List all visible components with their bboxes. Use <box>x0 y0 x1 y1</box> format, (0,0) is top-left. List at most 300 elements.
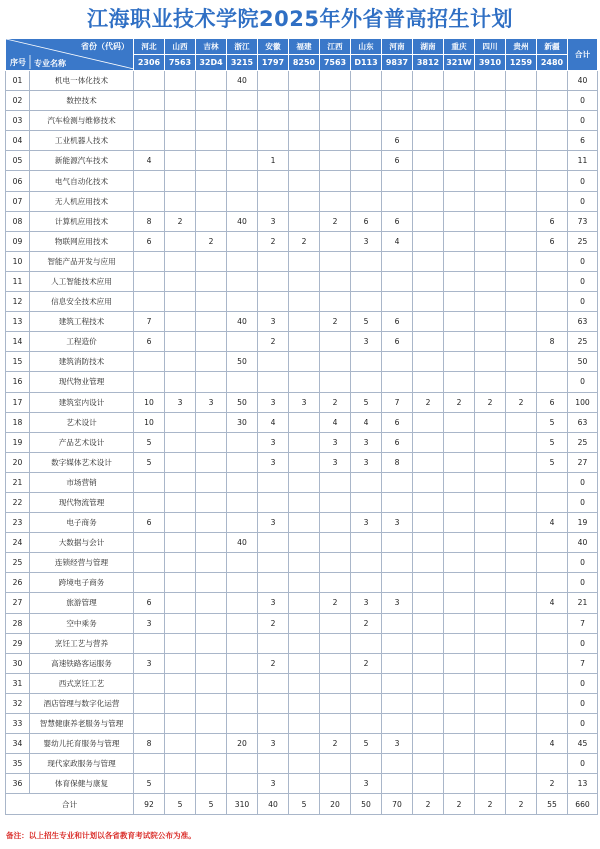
quota-cell <box>351 71 382 91</box>
quota-cell: 3 <box>351 593 382 613</box>
quota-cell <box>320 693 351 713</box>
quota-cell <box>289 553 320 573</box>
major-name: 体育保健与康复 <box>30 774 134 794</box>
table-row <box>6 492 598 512</box>
quota-cell <box>506 633 537 653</box>
quota-cell <box>537 633 568 653</box>
quota-cell <box>413 292 444 312</box>
quota-cell <box>320 71 351 91</box>
quota-cell <box>196 191 227 211</box>
quota-cell <box>351 171 382 191</box>
quota-cell <box>165 653 196 673</box>
quota-cell: 5 <box>134 452 165 472</box>
quota-cell <box>382 352 413 372</box>
quota-cell: 6 <box>382 151 413 171</box>
quota-cell <box>413 734 444 754</box>
quota-cell <box>227 171 258 191</box>
province-name: 湖南 <box>413 39 444 55</box>
quota-cell <box>165 452 196 472</box>
quota-cell <box>196 151 227 171</box>
quota-cell <box>382 633 413 653</box>
quota-cell <box>320 372 351 392</box>
province-total: 20 <box>320 794 351 815</box>
quota-cell <box>196 432 227 452</box>
quota-cell <box>134 714 165 734</box>
major-name: 烹饪工艺与营养 <box>30 633 134 653</box>
quota-cell <box>506 332 537 352</box>
quota-cell <box>382 292 413 312</box>
quota-cell <box>227 231 258 251</box>
enrollment-plan-table <box>5 38 598 815</box>
quota-cell <box>506 271 537 291</box>
quota-cell: 4 <box>537 734 568 754</box>
row-number: 29 <box>6 633 30 653</box>
major-name: 数字媒体艺术设计 <box>30 452 134 472</box>
quota-cell <box>444 191 475 211</box>
quota-cell <box>289 91 320 111</box>
quota-cell: 6 <box>382 332 413 352</box>
row-number: 17 <box>6 392 30 412</box>
quota-cell: 4 <box>320 412 351 432</box>
quota-cell <box>475 492 506 512</box>
quota-cell <box>227 372 258 392</box>
row-number: 32 <box>6 693 30 713</box>
quota-cell: 50 <box>227 392 258 412</box>
province-total: 92 <box>134 794 165 815</box>
quota-cell <box>506 71 537 91</box>
table-row <box>6 693 598 713</box>
quota-cell <box>165 593 196 613</box>
province-name: 贵州 <box>506 39 537 55</box>
quota-cell <box>165 312 196 332</box>
quota-cell <box>475 312 506 332</box>
quota-cell <box>413 372 444 392</box>
quota-cell <box>258 472 289 492</box>
quota-cell <box>444 171 475 191</box>
quota-cell <box>382 653 413 673</box>
major-name: 智慧健康养老服务与管理 <box>30 714 134 734</box>
province-total: 5 <box>196 794 227 815</box>
province-total: 50 <box>351 794 382 815</box>
quota-cell <box>289 533 320 553</box>
table-row <box>6 734 598 754</box>
quota-cell <box>444 211 475 231</box>
quota-cell <box>258 251 289 271</box>
quota-cell <box>134 91 165 111</box>
quota-cell <box>413 352 444 372</box>
row-total: 0 <box>568 271 598 291</box>
quota-cell: 3 <box>258 452 289 472</box>
major-name: 电气自动化技术 <box>30 171 134 191</box>
row-number: 31 <box>6 673 30 693</box>
quota-cell: 8 <box>134 734 165 754</box>
quota-cell <box>165 472 196 492</box>
province-code: D113 <box>351 55 382 71</box>
quota-cell <box>506 472 537 492</box>
quota-cell <box>258 492 289 512</box>
quota-cell <box>382 533 413 553</box>
quota-cell <box>413 332 444 352</box>
quota-cell <box>351 472 382 492</box>
row-total: 0 <box>568 372 598 392</box>
quota-cell <box>196 573 227 593</box>
quota-cell: 5 <box>134 774 165 794</box>
quota-cell <box>382 251 413 271</box>
quota-cell: 3 <box>258 432 289 452</box>
major-name: 工业机器人技术 <box>30 131 134 151</box>
quota-cell <box>165 553 196 573</box>
quota-cell <box>382 271 413 291</box>
quota-cell <box>413 191 444 211</box>
quota-cell <box>444 774 475 794</box>
quota-cell <box>475 573 506 593</box>
table-row <box>6 573 598 593</box>
quota-cell: 8 <box>537 332 568 352</box>
quota-cell: 3 <box>258 774 289 794</box>
row-total: 0 <box>568 673 598 693</box>
row-total: 21 <box>568 593 598 613</box>
quota-cell <box>289 452 320 472</box>
quota-cell <box>413 714 444 734</box>
total-column-header: 合计 <box>568 39 598 71</box>
quota-cell <box>165 693 196 713</box>
quota-cell <box>444 352 475 372</box>
quota-cell <box>227 553 258 573</box>
row-number: 13 <box>6 312 30 332</box>
quota-cell <box>165 171 196 191</box>
quota-cell <box>351 251 382 271</box>
quota-cell <box>475 131 506 151</box>
quota-cell <box>196 332 227 352</box>
province-code: 9837 <box>382 55 413 71</box>
quota-cell <box>444 71 475 91</box>
row-total: 40 <box>568 71 598 91</box>
quota-cell <box>413 452 444 472</box>
quota-cell <box>382 673 413 693</box>
quota-cell <box>227 111 258 131</box>
quota-cell <box>537 472 568 492</box>
quota-cell: 20 <box>227 734 258 754</box>
quota-cell <box>444 593 475 613</box>
quota-cell <box>196 513 227 533</box>
quota-cell: 40 <box>227 533 258 553</box>
quota-cell <box>165 111 196 131</box>
quota-cell <box>413 211 444 231</box>
quota-cell: 6 <box>537 231 568 251</box>
major-name: 产品艺术设计 <box>30 432 134 452</box>
quota-cell <box>165 432 196 452</box>
quota-cell <box>227 251 258 271</box>
major-name: 数控技术 <box>30 91 134 111</box>
quota-cell: 3 <box>258 392 289 412</box>
province-name: 山东 <box>351 39 382 55</box>
quota-cell: 2 <box>475 392 506 412</box>
quota-cell <box>165 673 196 693</box>
row-total: 25 <box>568 332 598 352</box>
table-header <box>6 39 598 71</box>
major-name: 现代家政服务与管理 <box>30 754 134 774</box>
quota-cell <box>444 573 475 593</box>
quota-cell <box>227 693 258 713</box>
quota-cell <box>537 191 568 211</box>
quota-cell <box>475 372 506 392</box>
quota-cell: 30 <box>227 412 258 432</box>
quota-cell <box>134 131 165 151</box>
province-total: 2 <box>475 794 506 815</box>
quota-cell <box>413 553 444 573</box>
page-title: 江海职业技术学院2025年外省普高招生计划 <box>87 7 513 31</box>
row-number: 14 <box>6 332 30 352</box>
quota-cell: 2 <box>351 613 382 633</box>
quota-cell: 2 <box>258 231 289 251</box>
quota-cell <box>475 693 506 713</box>
row-total: 7 <box>568 653 598 673</box>
quota-cell <box>382 754 413 774</box>
quota-cell: 40 <box>227 312 258 332</box>
quota-cell <box>475 332 506 352</box>
quota-cell <box>475 231 506 251</box>
row-number: 03 <box>6 111 30 131</box>
quota-cell <box>537 533 568 553</box>
quota-cell <box>351 111 382 131</box>
quota-cell <box>289 714 320 734</box>
quota-cell <box>227 593 258 613</box>
quota-cell <box>444 633 475 653</box>
quota-cell: 2 <box>258 653 289 673</box>
quota-cell <box>165 492 196 512</box>
quota-cell <box>134 573 165 593</box>
major-name: 新能源汽车技术 <box>30 151 134 171</box>
table-row <box>6 292 598 312</box>
quota-cell <box>196 211 227 231</box>
major-name: 智能产品开发与应用 <box>30 251 134 271</box>
quota-cell: 5 <box>134 432 165 452</box>
quota-cell <box>506 312 537 332</box>
table-row <box>6 513 598 533</box>
quota-cell: 8 <box>382 452 413 472</box>
quota-cell <box>258 171 289 191</box>
quota-cell <box>382 191 413 211</box>
quota-cell <box>506 593 537 613</box>
row-total: 6 <box>568 131 598 151</box>
quota-cell <box>165 71 196 91</box>
quota-cell <box>196 653 227 673</box>
quota-cell <box>475 111 506 131</box>
row-total: 0 <box>568 573 598 593</box>
quota-cell <box>289 412 320 432</box>
quota-cell: 5 <box>351 392 382 412</box>
quota-cell <box>382 774 413 794</box>
quota-cell <box>475 754 506 774</box>
quota-cell <box>475 613 506 633</box>
quota-cell <box>320 673 351 693</box>
row-total: 45 <box>568 734 598 754</box>
quota-cell <box>320 613 351 633</box>
quota-cell: 6 <box>382 432 413 452</box>
quota-cell <box>258 754 289 774</box>
quota-cell <box>475 91 506 111</box>
table-row <box>6 91 598 111</box>
quota-cell <box>475 191 506 211</box>
quota-cell <box>351 191 382 211</box>
quota-cell: 3 <box>134 653 165 673</box>
quota-cell <box>289 653 320 673</box>
row-number: 15 <box>6 352 30 372</box>
row-total: 0 <box>568 292 598 312</box>
quota-cell <box>196 352 227 372</box>
quota-cell <box>413 312 444 332</box>
table-row <box>6 653 598 673</box>
row-number: 07 <box>6 191 30 211</box>
quota-cell <box>289 774 320 794</box>
quota-cell <box>506 533 537 553</box>
quota-cell <box>196 372 227 392</box>
quota-cell <box>289 633 320 653</box>
quota-cell <box>289 513 320 533</box>
quota-cell: 6 <box>382 211 413 231</box>
quota-cell: 3 <box>258 513 289 533</box>
quota-cell <box>165 271 196 291</box>
quota-cell <box>289 352 320 372</box>
quota-cell <box>475 734 506 754</box>
province-name: 山西 <box>165 39 196 55</box>
quota-cell <box>196 452 227 472</box>
quota-cell <box>537 352 568 372</box>
quota-cell: 4 <box>382 231 413 251</box>
major-name: 现代物流管理 <box>30 492 134 512</box>
quota-cell <box>320 754 351 774</box>
quota-cell <box>165 774 196 794</box>
table-row <box>6 352 598 372</box>
quota-cell <box>382 472 413 492</box>
quota-cell: 4 <box>258 412 289 432</box>
row-number: 21 <box>6 472 30 492</box>
quota-cell <box>196 714 227 734</box>
quota-cell <box>134 171 165 191</box>
major-label: 专业名称 <box>34 59 66 68</box>
quota-cell <box>506 231 537 251</box>
quota-cell <box>196 171 227 191</box>
quota-cell <box>506 111 537 131</box>
quota-cell: 5 <box>537 432 568 452</box>
quota-cell <box>506 191 537 211</box>
row-number: 28 <box>6 613 30 633</box>
row-number: 18 <box>6 412 30 432</box>
quota-cell: 3 <box>165 392 196 412</box>
quota-cell: 2 <box>320 392 351 412</box>
quota-cell: 2 <box>165 211 196 231</box>
quota-cell <box>413 432 444 452</box>
enrollment-plan-table-wrapper <box>5 38 597 815</box>
table-row <box>6 754 598 774</box>
quota-cell: 3 <box>320 452 351 472</box>
quota-cell <box>289 693 320 713</box>
major-name: 艺术设计 <box>30 412 134 432</box>
quota-cell <box>320 131 351 151</box>
quota-cell: 3 <box>351 332 382 352</box>
table-row <box>6 171 598 191</box>
quota-cell <box>165 151 196 171</box>
major-name: 大数据与会计 <box>30 533 134 553</box>
quota-cell <box>196 251 227 271</box>
quota-cell <box>227 472 258 492</box>
quota-cell <box>506 91 537 111</box>
province-total: 310 <box>227 794 258 815</box>
quota-cell <box>537 151 568 171</box>
quota-cell <box>258 131 289 151</box>
quota-cell: 3 <box>258 593 289 613</box>
quota-cell: 1 <box>258 151 289 171</box>
quota-cell <box>227 191 258 211</box>
quota-cell <box>165 714 196 734</box>
row-total: 27 <box>568 452 598 472</box>
major-name: 建筑消防技术 <box>30 352 134 372</box>
quota-cell <box>165 613 196 633</box>
quota-cell <box>475 352 506 372</box>
quota-cell <box>351 91 382 111</box>
quota-cell <box>289 472 320 492</box>
quota-cell <box>258 372 289 392</box>
province-total: 5 <box>289 794 320 815</box>
quota-cell <box>320 533 351 553</box>
quota-cell <box>537 553 568 573</box>
major-name: 电子商务 <box>30 513 134 533</box>
quota-cell: 6 <box>134 593 165 613</box>
quota-cell <box>444 533 475 553</box>
quota-cell <box>475 171 506 191</box>
quota-cell: 6 <box>134 231 165 251</box>
row-total: 7 <box>568 613 598 633</box>
quota-cell <box>351 754 382 774</box>
quota-cell <box>320 191 351 211</box>
quota-cell <box>196 312 227 332</box>
quota-cell <box>289 734 320 754</box>
quota-cell <box>227 754 258 774</box>
quota-cell <box>382 573 413 593</box>
table-row <box>6 151 598 171</box>
row-total: 100 <box>568 392 598 412</box>
quota-cell: 7 <box>382 392 413 412</box>
quota-cell: 2 <box>537 774 568 794</box>
quota-cell <box>506 251 537 271</box>
quota-cell <box>475 774 506 794</box>
quota-cell: 6 <box>351 211 382 231</box>
quota-cell <box>506 432 537 452</box>
quota-cell <box>134 492 165 512</box>
quota-cell <box>134 754 165 774</box>
province-code-label: 省份（代码） <box>81 42 129 51</box>
quota-cell <box>227 292 258 312</box>
quota-cell <box>289 492 320 512</box>
row-number: 09 <box>6 231 30 251</box>
row-number: 08 <box>6 211 30 231</box>
table-row <box>6 533 598 553</box>
quota-cell <box>289 171 320 191</box>
quota-cell <box>165 332 196 352</box>
table-row <box>6 412 598 432</box>
quota-cell <box>351 633 382 653</box>
quota-cell: 10 <box>134 412 165 432</box>
quota-cell <box>351 271 382 291</box>
footnote: 备注：以上招生专业和计划以各省教育考试院公布为准。 <box>6 831 196 840</box>
quota-cell <box>475 271 506 291</box>
quota-cell <box>165 754 196 774</box>
quota-cell: 2 <box>258 332 289 352</box>
row-total: 0 <box>568 472 598 492</box>
quota-cell <box>258 191 289 211</box>
quota-cell <box>444 553 475 573</box>
row-number: 02 <box>6 91 30 111</box>
